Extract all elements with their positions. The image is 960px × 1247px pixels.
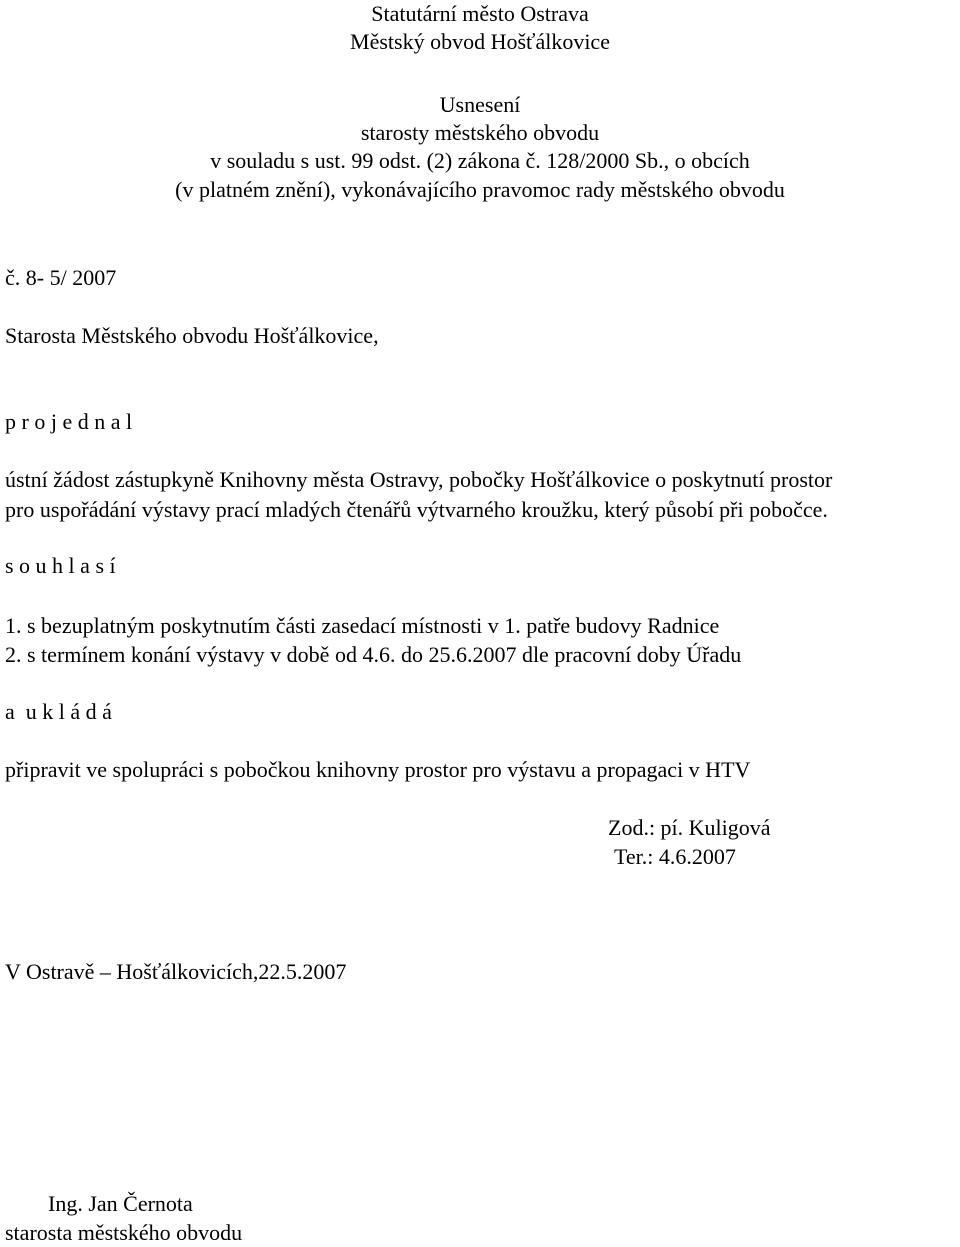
agrees-item-2: 2. s termínem konání výstavy v době od 4.6. do 25.6.2007 dle pracovní doby Úřadu xyxy=(5,642,742,667)
signature-role: starosta městského obvodu xyxy=(5,1220,243,1245)
title-usneseni: Usnesení xyxy=(439,92,521,117)
title-law-reference: v souladu s ust. 99 odst. (2) zákona č. 128/2000 Sb., o obcích xyxy=(210,148,750,173)
discussed-heading: p r o j e d n a l xyxy=(5,409,133,434)
signature-name: Ing. Jan Černota xyxy=(48,1191,193,1216)
responsible-person: Zod.: pí. Kuligová xyxy=(608,815,771,840)
discussed-text-line-2: pro uspořádání výstavy prací mladých čtenářů výtvarného kroužku, který působí při pobočce. xyxy=(5,497,828,522)
discussed-text-line-1: ústní žádost zástupkyně Knihovny města Ostravy, pobočky Hošťálkovice o poskytnutí prostor xyxy=(5,467,833,492)
resolution-number: č. 8- 5/ 2007 xyxy=(5,265,117,290)
issuer-line: Starosta Městského obvodu Hošťálkovice, xyxy=(5,323,379,348)
title-authority: (v platném znění), vykonávajícího pravomoc rady městského obvodu xyxy=(175,177,785,202)
agrees-heading: s o u h l a s í xyxy=(5,553,116,578)
place-date: V Ostravě – Hošťálkovicích,22.5.2007 xyxy=(5,959,347,984)
deadline: Ter.: 4.6.2007 xyxy=(614,844,736,869)
title-issuer: starosty městského obvodu xyxy=(360,120,600,145)
header-district: Městský obvod Hošťálkovice xyxy=(350,29,610,54)
header-city: Statutární město Ostrava xyxy=(371,1,589,26)
agrees-item-1: 1. s bezuplatným poskytnutím části zasedací místnosti v 1. patře budovy Radnice xyxy=(5,613,720,638)
orders-text: připravit ve spolupráci s pobočkou knihovny prostor pro výstavu a propagaci v HTV xyxy=(5,757,751,782)
orders-heading: a u k l á d á xyxy=(5,699,112,724)
